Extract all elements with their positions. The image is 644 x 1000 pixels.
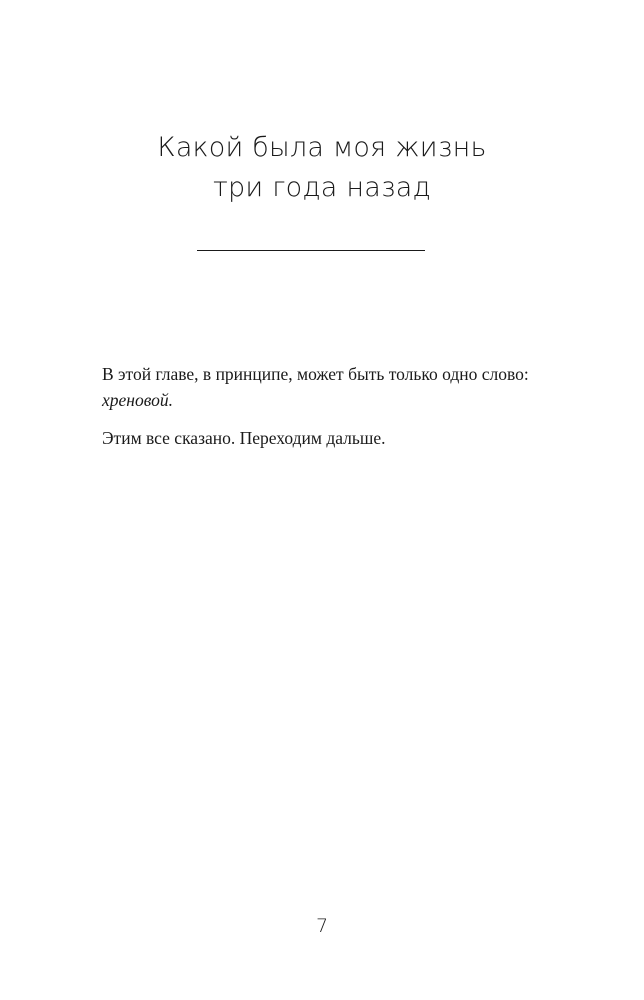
chapter-body <box>102 361 532 463</box>
title-divider <box>197 250 425 251</box>
chapter-title-line-1: Какой была моя жизнь <box>157 132 487 163</box>
chapter-title-line-2: три года назад <box>213 172 431 203</box>
paragraph-1-emphasis: хреновой. <box>102 390 173 410</box>
paragraph-1 <box>102 361 532 413</box>
chapter-title <box>0 128 644 208</box>
paragraph-1-text: В этой главе, в принципе, может быть только одно слово: <box>102 364 529 384</box>
page-number: 7 <box>315 915 329 937</box>
paragraph-2: Этим все сказано. Переходим дальше. <box>102 428 386 448</box>
